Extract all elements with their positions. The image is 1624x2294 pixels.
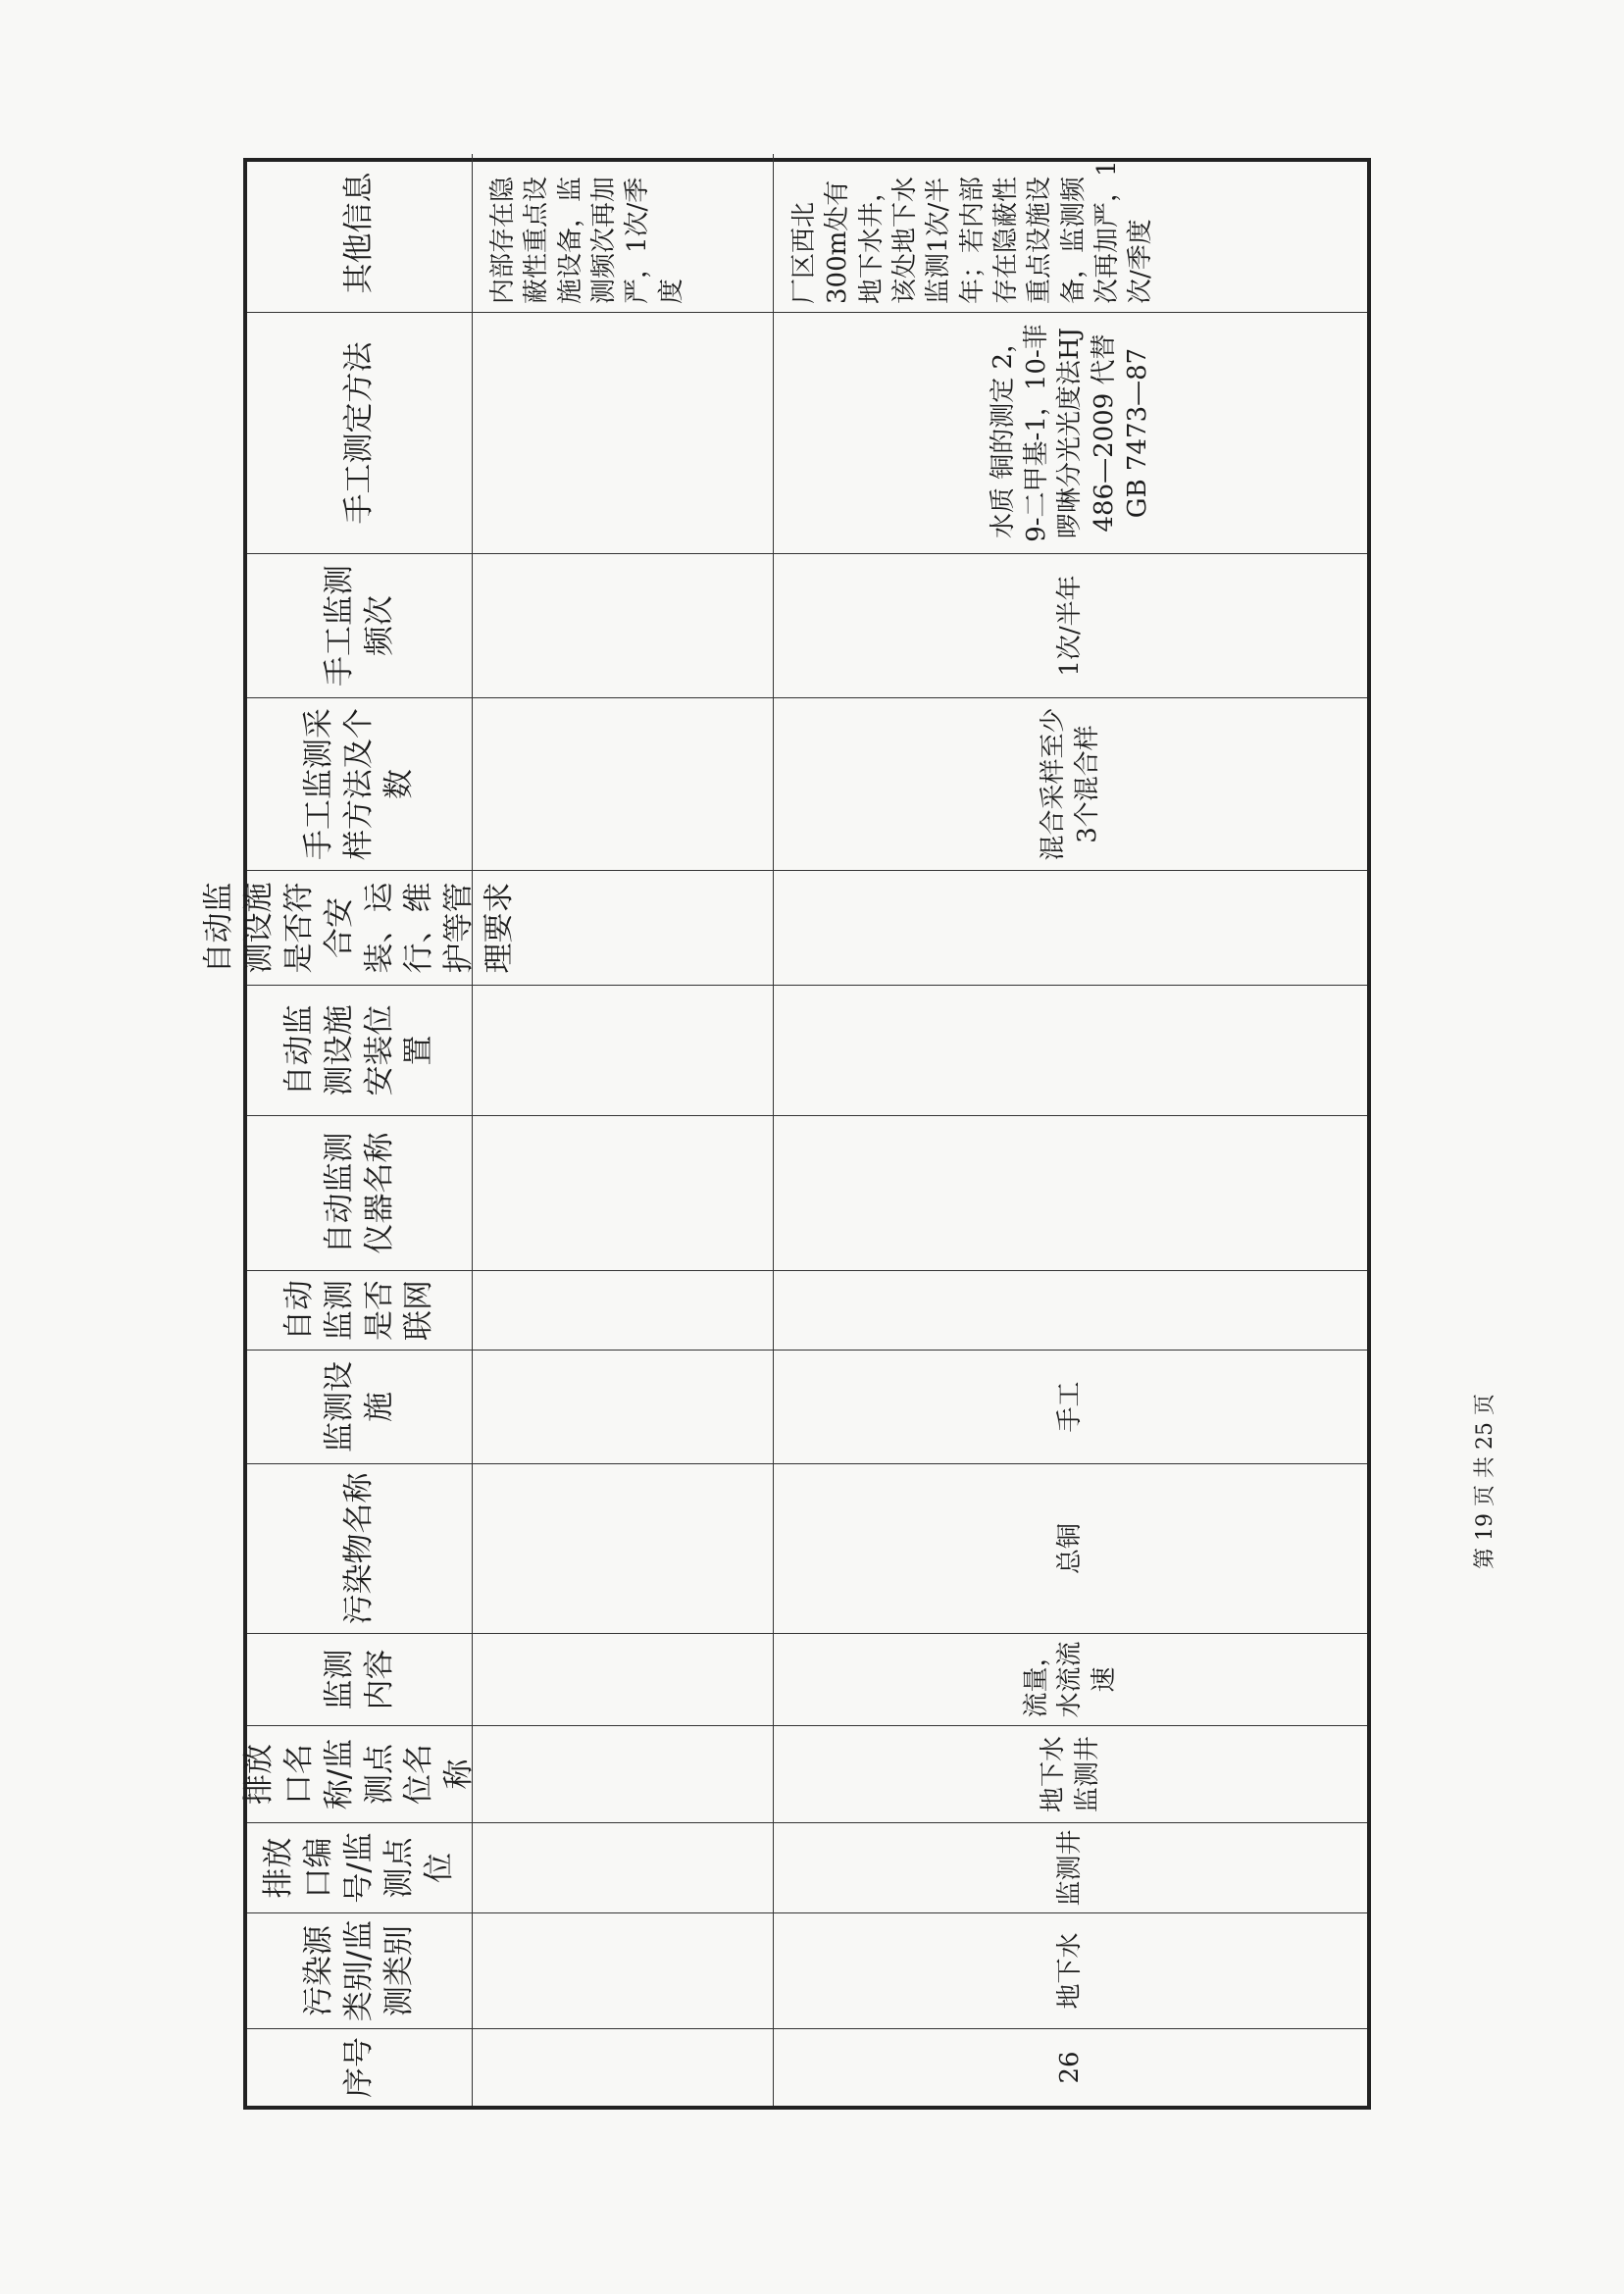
- cont-auto-networked: [473, 1270, 774, 1350]
- cont-facility: [473, 1350, 774, 1463]
- header-facility: 监测设施: [247, 1350, 473, 1463]
- header-sampling: 手工监测采样方法及个数: [247, 697, 473, 870]
- cont-seq: [473, 2028, 774, 2106]
- header-category: 污染源类别/监测类别: [247, 1912, 473, 2028]
- row26-other-info: 厂区西北300m处有地下水井，该处地下水监测1次/半年；若内部存在隐蔽性重点设施设备，监测频次再加严，1次/季度: [789, 160, 1156, 304]
- monitoring-table: [200, 158, 1371, 2110]
- header-auto-instrument: 自动监测仪器名称: [247, 1115, 473, 1270]
- header-frequency: 手工监测频次: [247, 553, 473, 697]
- row26-method: 水质 铜的测定 2，9-二甲基-1，10-菲啰啉分光光度法HJ 486—2009 代替GB 7473—87: [774, 312, 1367, 553]
- cont-frequency: [473, 553, 774, 697]
- header-auto-compliance: 自动监测设施是否符合安装、运行、维护等管理要求: [247, 870, 473, 985]
- row26-content: 流量，水流流速: [774, 1633, 1367, 1725]
- rotated-table-region: [200, 158, 1371, 2110]
- row26-auto-networked: [774, 1270, 1367, 1350]
- cont-pollutant: [473, 1463, 774, 1633]
- cont-auto-instrument: [473, 1115, 774, 1270]
- header-point-code: 排放口编号/监测点位: [247, 1822, 473, 1912]
- row26-auto-location: [774, 985, 1367, 1115]
- cont-point-code: [473, 1822, 774, 1912]
- row26-seq: 26: [774, 2028, 1367, 2106]
- header-method: 手工测定方法: [247, 312, 473, 553]
- cont-other-info: 内部存在隐蔽性重点设施设备，监测频次再加严，1次/季度: [473, 154, 774, 312]
- cont-method: [473, 312, 774, 553]
- cont-auto-location: [473, 985, 774, 1115]
- row26-frequency: 1次/半年: [774, 553, 1367, 697]
- header-pollutant: 污染物名称: [247, 1463, 473, 1633]
- header-point-name: 排放口名称/监测点位名称: [247, 1725, 473, 1822]
- row26-pollutant: 总铜: [774, 1463, 1367, 1633]
- header-other-info: 其他信息: [247, 154, 473, 312]
- header-auto-networked: 自动监测是否联网: [247, 1270, 473, 1350]
- row26-sampling: 混合采样至少3个混合样: [774, 697, 1367, 870]
- cont-content: [473, 1633, 774, 1725]
- row26-category: 地下水: [774, 1912, 1367, 2028]
- row26-point-name: 地下水监测井: [774, 1725, 1367, 1822]
- cont-sampling: [473, 697, 774, 870]
- cont-category: [473, 1912, 774, 2028]
- header-content: 监测内容: [247, 1633, 473, 1725]
- page-number: 第 19 页 共 25 页: [1473, 1394, 1497, 1569]
- cont-auto-compliance: [473, 870, 774, 985]
- cont-point-name: [473, 1725, 774, 1822]
- header-auto-location: 自动监测设施安装位置: [247, 985, 473, 1115]
- row26-auto-compliance: [774, 870, 1367, 985]
- row26-auto-instrument: [774, 1115, 1367, 1270]
- row26-point-code: 监测井: [774, 1822, 1367, 1912]
- row26-facility: 手工: [774, 1350, 1367, 1463]
- header-seq: 序号: [247, 2028, 473, 2106]
